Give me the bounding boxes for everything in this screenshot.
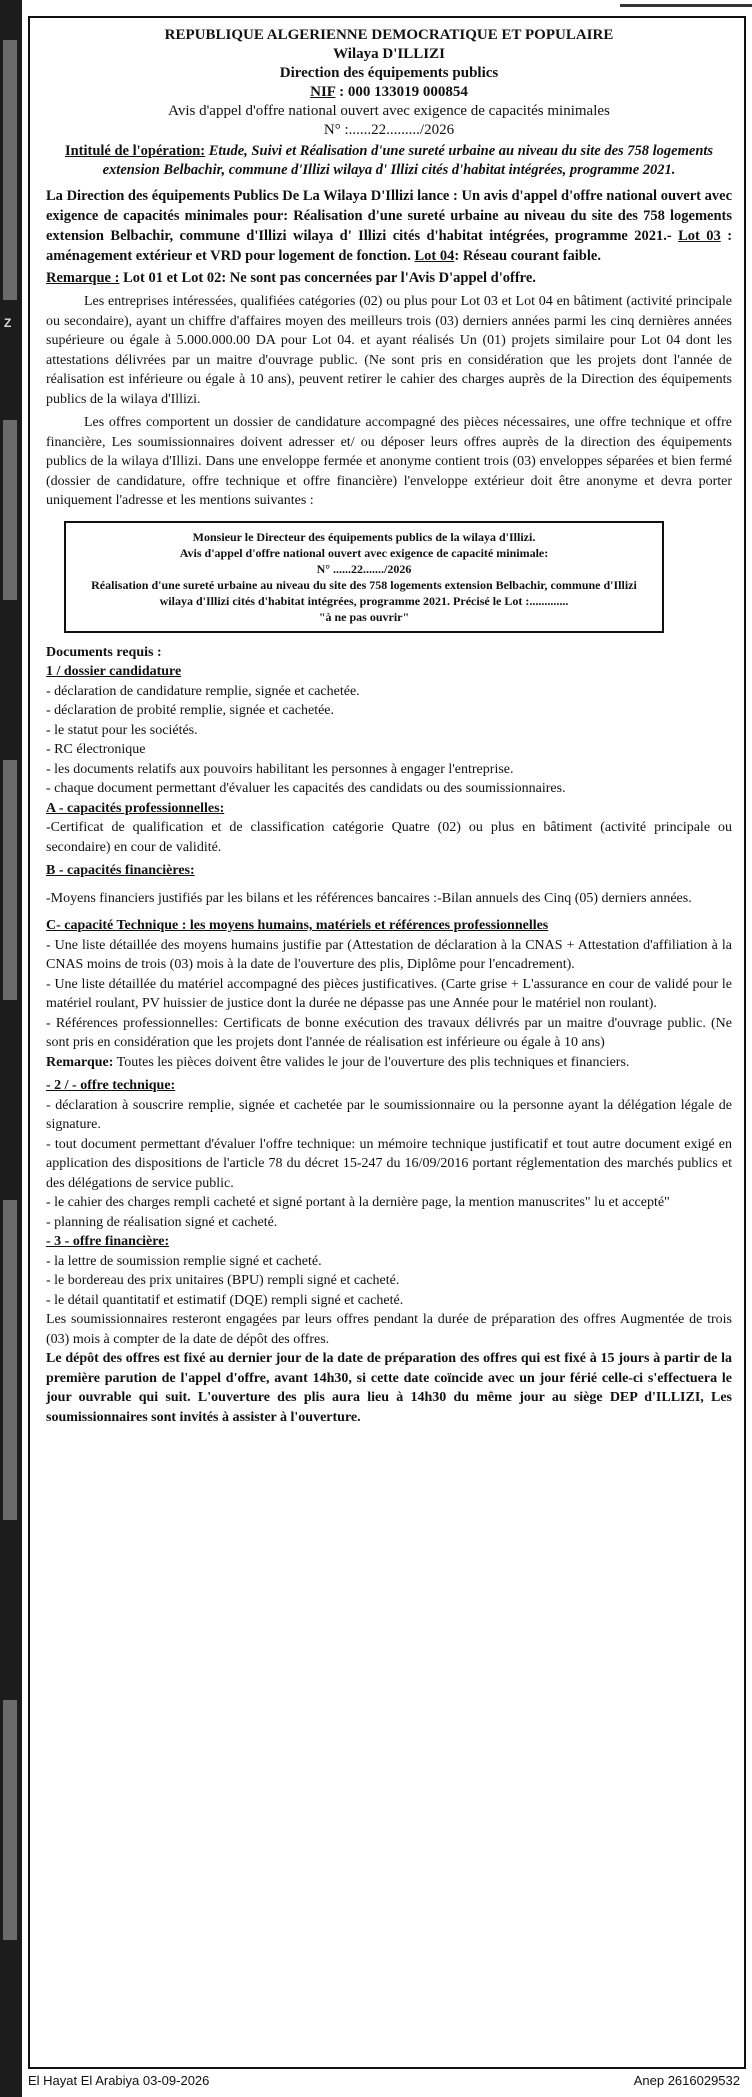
list-item: - tout document permettant d'évaluer l'offre technique: un mémoire technique justificatif et tout autre document exigé en application des dispositions de l'article 78 du décret 15-247 du 16/09/2016 portant réglementation des marchés publics et des délégations de service public. [46, 1136, 732, 1191]
list-item: - le statut pour les sociétés. [46, 722, 198, 738]
top-rule [620, 4, 752, 7]
header [46, 26, 732, 140]
validity-paragraph: Les soumissionnaires resteront engagées par leurs offres pendant la durée de préparation des offres Augmentée de trois (03) mois à compter de la date de dépôt des offres. [46, 1312, 732, 1347]
section-3-title: - 3 - offre financière: [46, 1234, 170, 1249]
list-item: - déclaration à souscrire remplie, signée et cachetée par le soumissionnaire ou la personne ayant la délégation légale de signature. [46, 1097, 732, 1132]
remarque-line [46, 268, 732, 288]
edge-photo-strip [3, 760, 17, 1000]
section-c-remarque-text: Toutes les pièces doivent être valides le jour de l'ouverture des plis techniques et financiers. [116, 1054, 630, 1070]
lead-text: La Direction des équipements Publics De La Wilaya D'Illizi lance : Un avis d'appel d'offre national ouvert avec exigence de capacités minimales pour: Réalisation d'une sureté urbaine au niveau du site des 758 logements extension Belbachir, commune d'Illizi wilaya d' Illizi cités d'habitat intégrées, programme 2021.- [46, 188, 732, 244]
republic-title: REPUBLIQUE ALGERIENNE DEMOCRATIQUE ET POPULAIRE [164, 27, 614, 43]
operation-label: Intitulé de l'opération: [64, 143, 206, 159]
documents-title: Documents requis : [46, 644, 162, 660]
section-2-title: - 2 / - offre technique: [46, 1078, 176, 1093]
operation-title [46, 142, 732, 180]
section-b-title: B - capacités financières: [46, 863, 195, 878]
footer [28, 2072, 746, 2092]
box-line: "à ne pas ouvrir" [318, 609, 410, 624]
avis-title: Avis d'appel d'offre national ouvert avec exigence de capacités minimales [168, 103, 610, 119]
nif-label: NIF [310, 84, 336, 100]
envelope-address-box [64, 521, 664, 633]
list-item: - le cahier des charges rempli cacheté et signé portant à la dernière page, la mention manuscrites" lu et accepté" [46, 1195, 670, 1210]
box-line: Réalisation d'une sureté urbaine au niveau du site des 758 logements extension Belbachir, commune d'Illizi wilaya d'Illizi cités d'habitat intégrées, programme 2021. Précisé le Lot :............. [91, 577, 637, 608]
nif-line [46, 83, 732, 102]
list-item: - planning de réalisation signé et cacheté. [46, 1214, 278, 1230]
box-line: Monsieur le Directeur des équipements publics de la wilaya d'Illizi. [192, 529, 536, 544]
lot03-text: : aménagement extérieur et VRD pour logement de fonction. [46, 228, 733, 264]
list-item: - le détail quantitatif et estimatif (DQE) rempli signé et cacheté. [46, 1292, 404, 1308]
offers-paragraph: Les offres comportent un dossier de candidature accompagné des pièces nécessaires, une offre technique et offre financière, Les soumissionnaires doivent adresser et/ ou déposer leurs offres auprès de la direction des équipements publics de la wilaya d'Illizi. Dans une enveloppe fermée et anonyme contient trois (03) enveloppes séparées et bien fermé (dossier de candidature, offre technique et offre financière) l'enveloppe extérieur doit être anonyme et devra porter uniquement l'adresse et les mentions suivantes : [46, 415, 732, 508]
box-line: N° ......22......./2026 [316, 561, 412, 576]
edge-letter: Z [4, 316, 12, 330]
list-item: - déclaration de probité remplie, signée et cachetée. [46, 703, 335, 718]
section-c-remarque [46, 1053, 732, 1073]
footer-anep-ref: Anep 2616029532 [633, 2073, 740, 2088]
remarque-label: Remarque : [46, 270, 120, 286]
section-a-text: -Certificat de qualification et de classification catégorie Quatre (02) ou plus en bâtiment (activité principale ou secondaire) en cour de validité. [46, 820, 732, 855]
section-1-title: 1 / dossier candidature [46, 664, 182, 679]
list-item: - le bordereau des prix unitaires (BPU) rempli signé et cacheté. [46, 1273, 400, 1288]
list-item: - Références professionnelles: Certificats de bonne exécution des travaux délivrés par un maitre d'ouvrage public. (Ne sont pris en considération que les projets dont l'année de réalisation est inférieure ou égale à 10 ans) [46, 1015, 732, 1050]
list-item: - RC électronique [46, 742, 146, 757]
edge-photo-strip [3, 1200, 17, 1520]
list-item: - Une liste détaillée du matériel accompagné des pièces justificatives. (Carte grise + L'assurance en cour de validé pour le matériel roulant, PV huissier de justice dont la durée ne dépasse pas une Année pour le matériel non roulant). [46, 976, 732, 1011]
list-item: - déclaration de candidature remplie, signée et cachetée. [46, 683, 360, 699]
edge-photo-strip [3, 1700, 17, 1940]
avis-number: N° :......22........./2026 [323, 122, 455, 138]
lot04-label: Lot 04 [414, 248, 455, 264]
section-b-text: -Moyens financiers justifiés par les bilans et les références bancaires :-Bilan annuels des Cinq (05) derniers années. [46, 890, 692, 906]
section-c-remarque-label: Remarque: [46, 1054, 114, 1070]
lot04-text: : Réseau courant faible. [454, 248, 601, 264]
lot03-label: Lot 03 [678, 228, 721, 244]
edge-photo-strip [3, 40, 17, 300]
operation-text: Etude, Suivi et Réalisation d'une sureté urbaine au niveau du site des 758 logements extension Belbachir, commune d'Illizi wilaya d' Illizi cités d'habitat intégrées, programme 2021. [102, 143, 714, 178]
remarque-text: Lot 01 et Lot 02: Ne sont pas concernées par l'Avis D'appel d'offre. [123, 270, 536, 286]
nif-value: : 000 133019 000854 [339, 84, 468, 100]
lead-paragraph [46, 186, 732, 266]
list-item: - Une liste détaillée des moyens humains justifie par (Attestation de déclaration à la CNAS + Attestation d'affiliation à la CNAS moins de trois (03) mois à la date de l'ouverture des plis, Diplôme pour l'encadrement). [46, 937, 732, 972]
section-a-title: A - capacités professionnelles: [46, 800, 225, 816]
page-edge-strip [0, 0, 22, 2097]
wilaya-title: Wilaya D'ILLIZI [333, 46, 445, 62]
list-item: - la lettre de soumission remplie signé et cacheté. [46, 1253, 322, 1269]
list-item: - chaque document permettant d'évaluer les capacités des candidats ou des soumissionnaires. [46, 781, 566, 796]
footer-publication: El Hayat El Arabiya 03-09-2026 [28, 2073, 210, 2088]
direction-title: Direction des équipements publics [279, 65, 499, 81]
eligibility-paragraph: Les entreprises intéressées, qualifiées catégories (02) ou plus pour Lot 03 et Lot 04 en bâtiment (activité principale ou secondaire), ayant un chiffre d'affaires moyen des meilleurs trois (03) derniers années parmi les cinq dernières années supérieure ou égale à 5.000.000.00 DA pour Lot 04. et ayant réalisés Un (01) projets similaire pour Lot 04 dont les attestations délivrées par un maitre d'ouvrage public. (Ne sont pris en considération que les projets dont l'année de réalisation est inférieure ou égale à 10 ans), peuvent retirer le cahier des charges auprès de la Direction des équipements publics de la wilaya d'Illizi. [46, 294, 732, 407]
edge-photo-strip [3, 420, 17, 600]
list-item: - les documents relatifs aux pouvoirs habilitant les personnes à engager l'entreprise. [46, 761, 514, 777]
announcement-content [46, 26, 732, 1427]
deposit-paragraph: Le dépôt des offres est fixé au dernier jour de la date de préparation des offres qui est fixé à 15 jours à partir de la première parution de l'appel d'offre, avant 14h30, si cette date coïncide avec un jour férié celle-ci s'effectuera le jour ouvrable qui suit. L'ouverture des plis aura lieu à 14h30 du même jour au siège DEP d'ILLIZI, Les soumissionnaires sont invités à assister à l'ouverture. [46, 1351, 732, 1425]
section-c-title: C- capacité Technique : les moyens humains, matériels et références professionnelles [46, 918, 549, 933]
box-line: Avis d'appel d'offre national ouvert avec exigence de capacité minimale: [179, 545, 549, 560]
